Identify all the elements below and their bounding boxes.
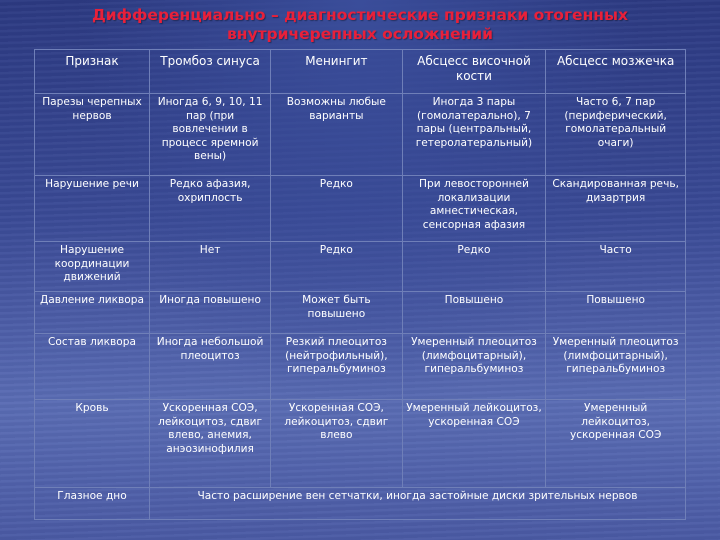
table-cell: Скандированная речь, дизартрия	[546, 176, 686, 242]
row-label: Кровь	[35, 400, 150, 488]
table-cell: Ускоренная СОЭ, лейкоцитоз, сдвиг влево, анемия, анэозинофилия	[150, 400, 271, 488]
header-sinus-thrombosis: Тромбоз синуса	[150, 50, 271, 94]
header-cerebellar-abscess: Абсцесс мозжечка	[546, 50, 686, 94]
table-cell: Иногда 6, 9, 10, 11 пар (при вовлечении в процесс яремной вены)	[150, 94, 271, 176]
row-label: Глазное дно	[35, 488, 150, 520]
table-cell: Возможны любые варианты	[271, 94, 402, 176]
table-cell: При левосторонней локализации амнестическая, сенсорная афазия	[402, 176, 546, 242]
table-row	[35, 292, 686, 334]
table-cell: Иногда повышено	[150, 292, 271, 334]
table-row	[35, 488, 686, 520]
table-cell: Может быть повышено	[271, 292, 402, 334]
slide-title-line-2: внутричерепных осложнений	[226, 25, 494, 43]
table-cell: Иногда небольшой плеоцитоз	[150, 334, 271, 400]
table-row	[35, 400, 686, 488]
slide-title-line-1: Дифференциально – диагностические признаки отогенных	[91, 6, 628, 24]
table-cell: Редко	[271, 242, 402, 292]
table-cell: Ускоренная СОЭ, лейкоцитоз, сдвиг влево	[271, 400, 402, 488]
table-row	[35, 334, 686, 400]
table-cell: Повышено	[402, 292, 546, 334]
table-cell: Часто	[546, 242, 686, 292]
table-cell: Часто 6, 7 пар (периферический, гомолатеральный очаги)	[546, 94, 686, 176]
table-cell: Редко	[271, 176, 402, 242]
row-label: Давление ликвора	[35, 292, 150, 334]
table-cell: Резкий плеоцитоз (нейтрофильный), гиперальбуминоз	[271, 334, 402, 400]
row-label: Состав ликвора	[35, 334, 150, 400]
header-temporal-abscess: Абсцесс височной кости	[402, 50, 546, 94]
table-cell: Умеренный плеоцитоз (лимфоцитарный), гиперальбуминоз	[402, 334, 546, 400]
table-row	[35, 176, 686, 242]
table-row	[35, 94, 686, 176]
header-sign: Признак	[35, 50, 150, 94]
table-cell: Нет	[150, 242, 271, 292]
diagnostic-table	[34, 49, 686, 520]
table-row	[35, 242, 686, 292]
table-cell: Умеренный лейкоцитоз, ускоренная СОЭ	[402, 400, 546, 488]
row-label: Парезы черепных нервов	[35, 94, 150, 176]
table-cell: Умеренный лейкоцитоз, ускоренная СОЭ	[546, 400, 686, 488]
row-label: Нарушение координации движений	[35, 242, 150, 292]
table-cell: Редко	[402, 242, 546, 292]
row-label: Нарушение речи	[35, 176, 150, 242]
table-cell: Умеренный плеоцитоз (лимфоцитарный), гиперальбуминоз	[546, 334, 686, 400]
table-cell: Повышено	[546, 292, 686, 334]
merged-cell: Часто расширение вен сетчатки, иногда застойные диски зрительных нервов	[150, 488, 686, 520]
table-header-row	[35, 50, 686, 94]
slide-title	[60, 6, 660, 44]
table-cell: Иногда 3 пары (гомолатерально), 7 пары (центральный, гетеролатеральный)	[402, 94, 546, 176]
header-meningitis: Менингит	[271, 50, 402, 94]
table-cell: Редко афазия, охриплость	[150, 176, 271, 242]
